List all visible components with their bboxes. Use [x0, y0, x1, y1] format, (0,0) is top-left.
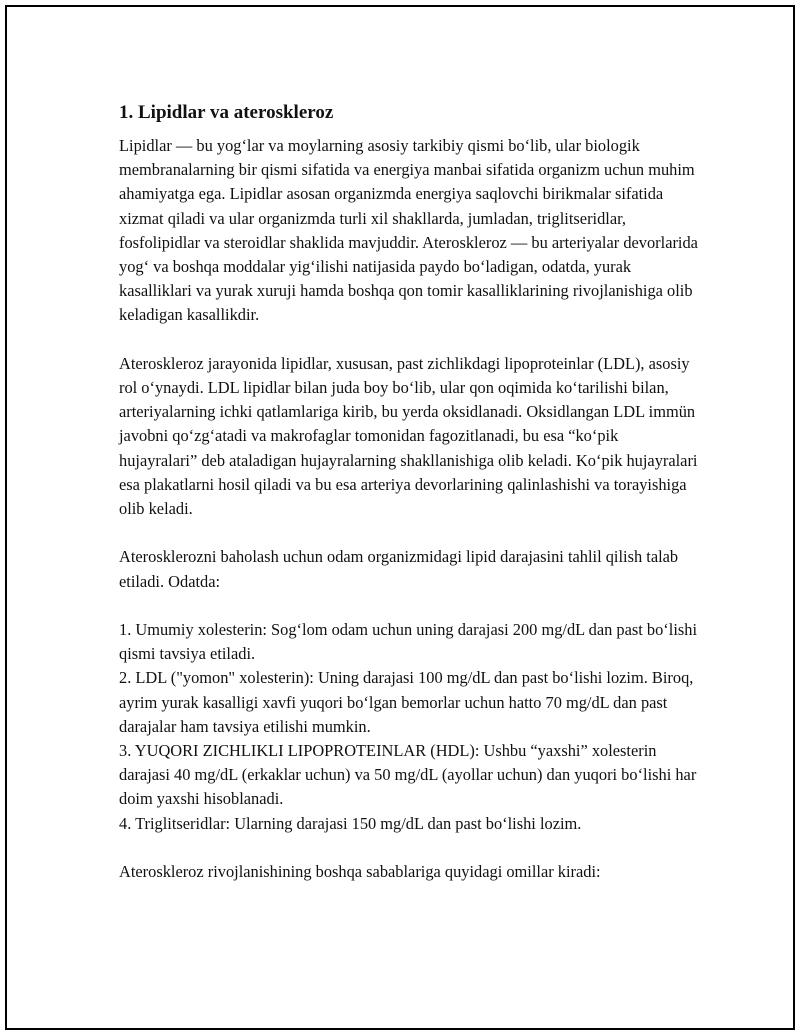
list-item-triglycerides: 4. Triglitseridlar: Ularning darajasi 150 mg/dL dan past bo‘lishi lozim.: [119, 813, 582, 833]
page-frame: [5, 5, 795, 1030]
paragraph-gap: [119, 836, 699, 860]
paragraph-atherosclerosis-process: Ateroskleroz jarayonida lipidlar, xususan, past zichlikdagi lipoproteinlar (LDL), asosiy rol o‘ynaydi. LDL lipidlar bilan juda boy bo‘lib, ular qon oqimida ko‘tarilishi bilan, arteriyalarning ichki qatlamlariga kirib, bu yerda oksidlanadi. Oksidlangan LDL immün javobni qo‘zg‘atadi va makrofaglar tomonidan fagozitlanadi, bu esa “ko‘pik hujayralari” deb ataladigan hujayralarning shakllanishiga olib keladi. Ko‘pik hujayralari esa plakatlarni hosil qiladi va bu esa arteriya devorlarining qalinlashishi va torayishiga olib keladi.: [119, 353, 698, 519]
paragraph-gap: [119, 521, 699, 545]
section-heading: 1. Lipidlar va ateroskleroz: [119, 102, 334, 123]
paragraph-lipid-assessment: Aterosklerozni baholash uchun odam organizmidagi lipid darajasini tahlil qilish talab etiladi. Odatda:: [119, 547, 679, 591]
paragraph-other-causes: Ateroskleroz rivojlanishining boshqa sabablariga quyidagi omillar kiradi:: [119, 862, 601, 882]
document-body: [119, 100, 699, 884]
list-item-total-cholesterol: 1. Umumiy xolesterin: Sog‘lom odam uchun uning darajasi 200 mg/dL dan past bo‘lishi qismi tavsiya etiladi.: [119, 620, 698, 664]
list-item-hdl: 3. YUQORI ZICHLIKLI LIPOPROTEINLAR (HDL): Ushbu “yaxshi” xolesterin darajasi 40 mg/dL (erkaklar uchun) va 50 mg/dL (ayollar uchun) dan yuqori bo‘lishi har doim yaxshi hisoblanadi.: [119, 741, 697, 809]
paragraph-gap: [119, 594, 699, 618]
paragraph-lipids-intro: Lipidlar — bu yog‘lar va moylarning asosiy tarkibiy qismi bo‘lib, ular biologik membranalarning bir qismi sifatida va energiya manbai sifatida organizm uchun muhim ahamiyatga ega. Lipidlar asosan organizmda energiya saqlovchi birikmalar sifatida xizmat qiladi va ular organizmda turli xil shakllarda, jumladan, triglitseridlar, fosfolipidlar va steroidlar shaklida mavjuddir. Ateroskleroz — bu arteriyalar devorlarida yog‘ va boshqa moddalar yig‘ilishi natijasida paydo bo‘ladigan, odatda, yurak kasalliklari va yurak xuruji hamda boshqa qon tomir kasalliklarining rivojlanishiga olib keladigan kasallikdir.: [119, 136, 698, 325]
paragraph-gap: [119, 328, 699, 352]
list-item-ldl: 2. LDL ("yomon" xolesterin): Uning darajasi 100 mg/dL dan past bo‘lishi lozim. Biroq, ayrim yurak kasalligi xavfi yuqori bo‘lgan bemorlar uchun hatto 70 mg/dL dan past darajalar ham tavsiya etilishi mumkin.: [119, 668, 694, 736]
